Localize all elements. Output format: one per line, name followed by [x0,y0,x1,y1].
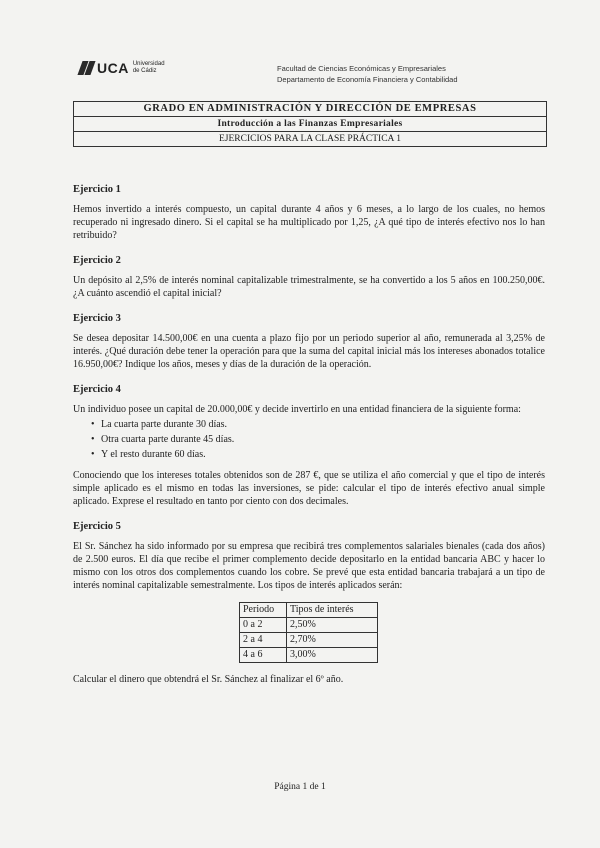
exercise-title: Ejercicio 5 [73,521,121,532]
exercise-text: Conociendo que los intereses totales obtenidos son de 287 €, que se utiliza el año comercial y que el tipo de interés simple aplicado es el mismo en todas las inversiones, se pide: calcular el tipo de interés efectivo anual simple aplicado. Exprese el resultado en tanto por ciento con dos decimales. [73,470,545,507]
interest-rate-table [239,602,378,663]
rate-cell: 3,00% [287,648,378,663]
exercise-2 [73,254,545,300]
exercise-5 [73,520,545,686]
university-logo [80,58,169,78]
exercises-content [73,183,545,698]
faculty-header [277,63,458,85]
period-cell: 4 a 6 [240,648,287,663]
period-cell: 0 a 2 [240,618,287,633]
table-row [240,648,378,663]
exercise-4 [73,383,545,508]
table-row [240,633,378,648]
exercise-title: Ejercicio 4 [73,384,121,395]
exercises-title: EJERCICIOS PARA LA CLASE PRÁCTICA 1 [218,134,402,144]
investment-list [91,418,545,461]
logo-mark-icon [80,61,93,75]
rate-cell: 2,50% [287,618,378,633]
list-item: • La cuarta parte durante 30 días. [91,418,545,431]
column-header: Periodo [240,603,287,618]
table-header-row [240,603,378,618]
exercise-text: Hemos invertido a interés compuesto, un capital durante 4 años y 6 meses, a lo largo de los cuales, no hemos recuperado ni ingresado dinero. Si el capital se ha multiplicado por 1,25, ¿A qué tipo de interés efectivo nos lo han retribuido? [73,204,545,241]
degree-title: GRADO EN ADMINISTRACIÓN Y DIRECCIÓN DE EMPRESAS [74,102,546,117]
period-cell: 2 a 4 [240,633,287,648]
department-name: Departamento de Economía Financiera y Contabilidad [277,75,458,84]
column-header: Tipos de interés [287,603,378,618]
exercise-title: Ejercicio 3 [73,313,121,324]
exercise-question: Calcular el dinero que obtendrá el Sr. Sánchez al finalizar el 6º año. [73,674,344,685]
table-row [240,618,378,633]
course-title: Introducción a las Finanzas Empresariales [74,117,546,132]
list-item: • Otra cuarta parte durante 45 días. [91,433,545,446]
exercise-text: El Sr. Sánchez ha sido informado por su empresa que recibirá tres complementos salariales bienales (cada dos años) de 2.500 euros. El día que recibe el primer complemento decide depositarlo en la entidad bancaria ABC y hacer lo mismo con los otros dos complementos cuando los cobre. Se prevé que esta entidad bancaria trabajará a un tipo de interés nominal capitalizable semestralmente. Los tipos de interés aplicados serán: [73,541,545,591]
exercise-1 [73,183,545,242]
list-item: • Y el resto durante 60 días. [91,448,545,461]
logo-subtitle: Universidad de Cádiz [132,61,165,74]
rate-cell: 2,70% [287,633,378,648]
exercise-title: Ejercicio 1 [73,184,121,195]
title-box [73,101,547,147]
faculty-name: Facultad de Ciencias Económicas y Empresariales [277,64,446,73]
exercise-text: Un depósito al 2,5% de interés nominal capitalizable trimestralmente, se ha convertido a los 5 años en 100.250,00€. ¿A cuánto ascendió el capital inicial? [73,275,545,299]
logo-text: UCA [97,60,129,76]
exercise-intro: Un individuo posee un capital de 20.000,00€ y decide invertirlo en una entidad financiera de la siguiente forma: [73,404,521,415]
exercise-text: Se desea depositar 14.500,00€ en una cuenta a plazo fijo por un periodo superior al año, remunerada al 3,25% de interés. ¿Qué duración debe tener la operación para que la suma del capital inicial más los intereses abonados totalice 16.950,00€? Indique los años, meses y días de la duración de la operación. [73,333,545,370]
page-number: Página 1 de 1 [274,782,326,792]
exercise-title: Ejercicio 2 [73,255,121,266]
exercise-3 [73,312,545,371]
